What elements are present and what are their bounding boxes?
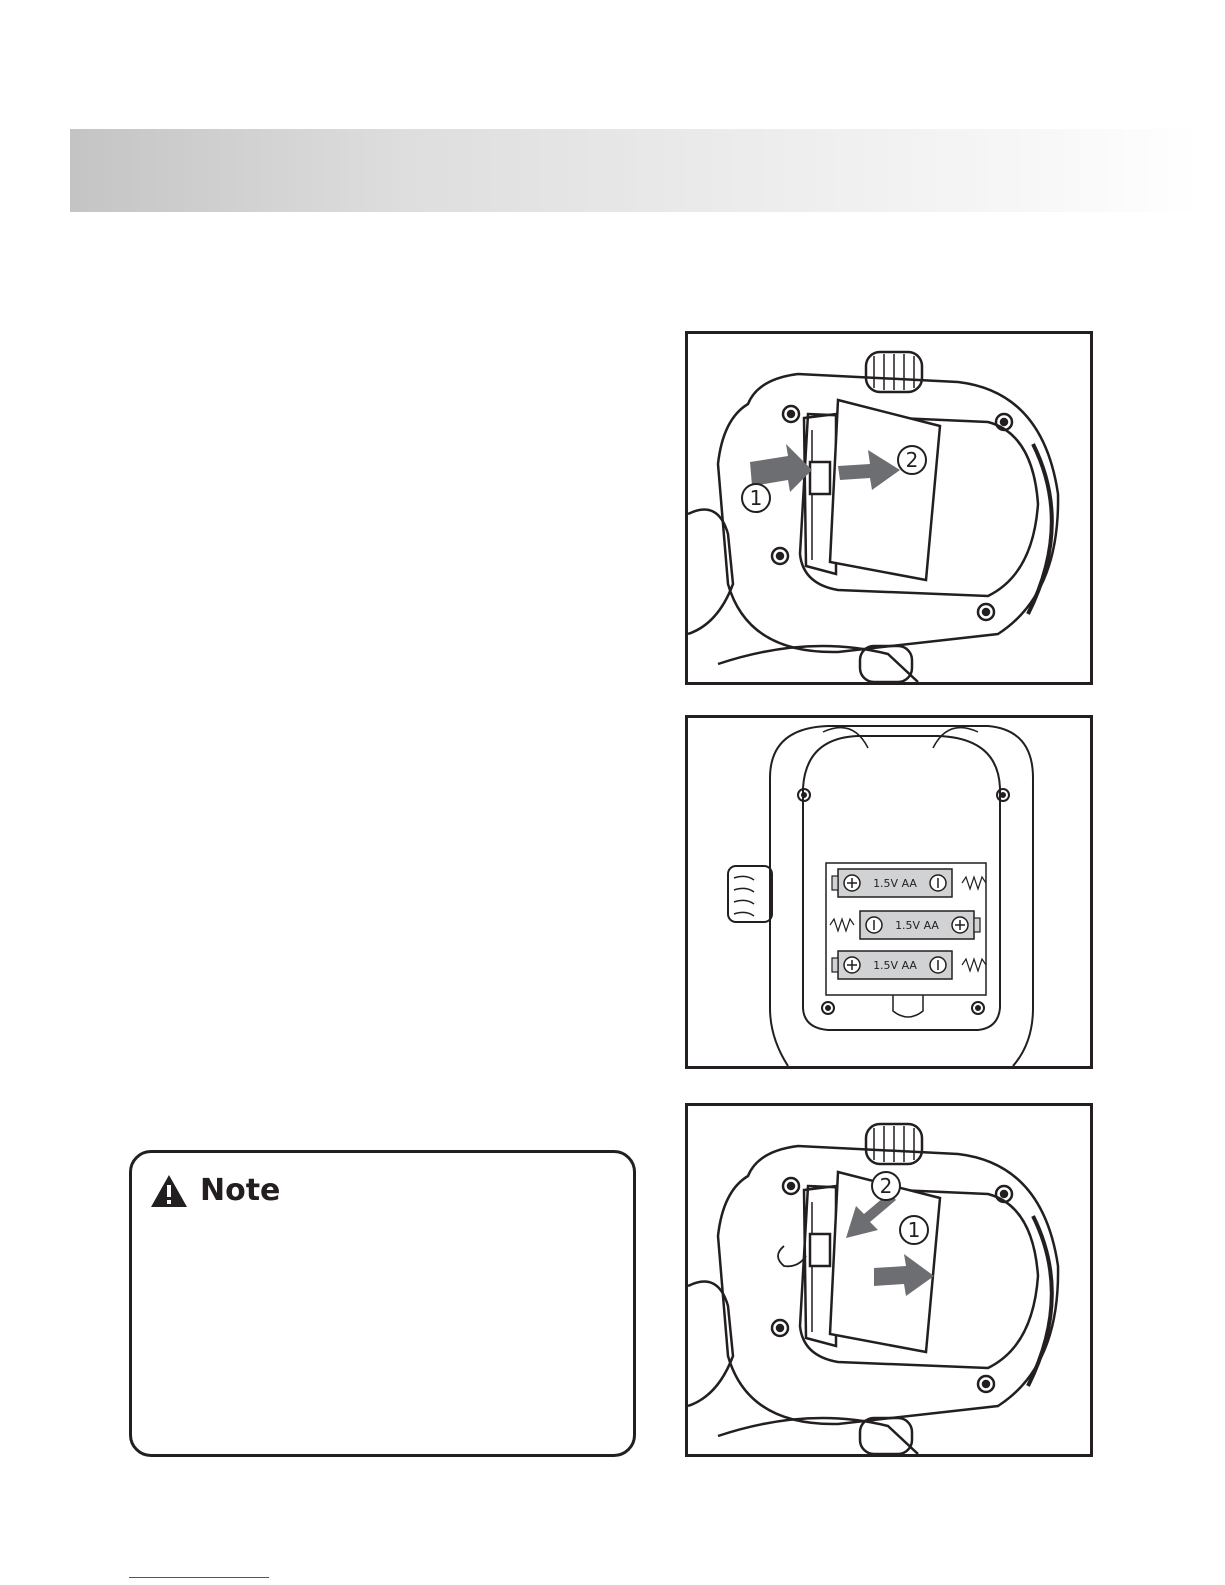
step-label-1: 1 bbox=[749, 486, 763, 510]
step-label-1: 1 bbox=[907, 1218, 921, 1242]
figure-close-battery-cover bbox=[685, 1103, 1093, 1457]
section-header-band bbox=[70, 129, 1200, 212]
warning-triangle-icon bbox=[150, 1174, 188, 1208]
battery-2 bbox=[860, 911, 980, 939]
step-label-2: 2 bbox=[879, 1174, 893, 1198]
figure-battery-layout bbox=[685, 715, 1093, 1069]
battery-3 bbox=[832, 951, 952, 979]
footer-rule bbox=[129, 1577, 269, 1578]
note-box bbox=[129, 1150, 636, 1457]
battery-1 bbox=[832, 869, 952, 897]
note-header bbox=[150, 1173, 280, 1208]
battery-2-label: 1.5V AA bbox=[895, 919, 939, 932]
battery-3-label: 1.5V AA bbox=[873, 959, 917, 972]
figure-open-battery-cover bbox=[685, 331, 1093, 685]
note-title: Note bbox=[200, 1173, 281, 1208]
step-label-2: 2 bbox=[905, 448, 919, 472]
battery-1-label: 1.5V AA bbox=[873, 877, 917, 890]
